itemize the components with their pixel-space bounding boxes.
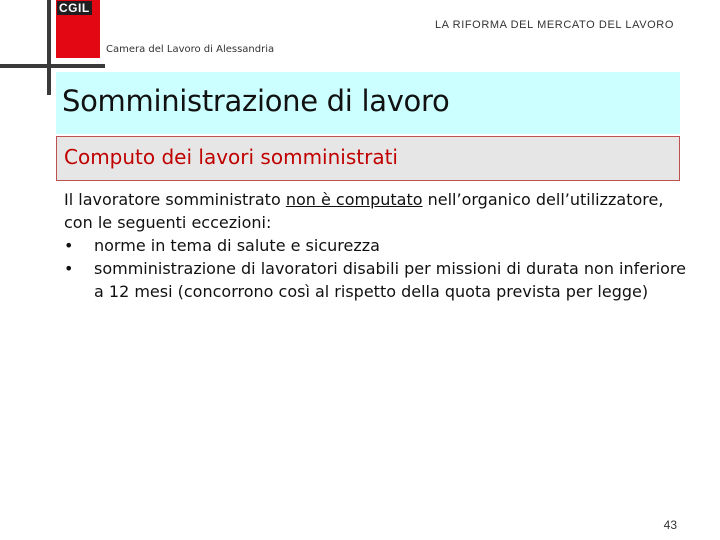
section-title: Computo dei lavori somministrati [64, 145, 398, 169]
list-item [64, 234, 689, 257]
presentation-header-title: LA RIFORMA DEL MERCATO DEL LAVORO [434, 19, 674, 31]
slide-title: Somministrazione di lavoro [62, 84, 450, 118]
intro-text-part1: Il lavoratore somministrato [64, 190, 286, 209]
list-item-text: norme in tema di salute e sicurezza [94, 236, 380, 255]
header-vertical-rule [47, 0, 51, 95]
bullet-icon: • [64, 236, 74, 255]
cgil-logo-text: CGIL [59, 1, 90, 15]
exceptions-list [64, 234, 689, 303]
header-horizontal-rule [0, 64, 105, 68]
intro-text-part2: nell’organico dell’utilizzatore, con le seguenti eccezioni: [64, 190, 664, 232]
bullet-icon: • [64, 259, 74, 278]
page-number: 43 [663, 518, 677, 532]
slide-body [64, 188, 689, 303]
list-item [64, 257, 689, 303]
intro-paragraph [64, 188, 689, 234]
list-item-text: somministrazione di lavoratori disabili per missioni di durata non inferiore a 12 mesi (concorrono così al rispetto della quota prevista per legge) [94, 259, 686, 301]
organization-name: Camera del Lavoro di Alessandria [106, 44, 275, 55]
intro-underlined-text: non è computato [285, 190, 423, 209]
